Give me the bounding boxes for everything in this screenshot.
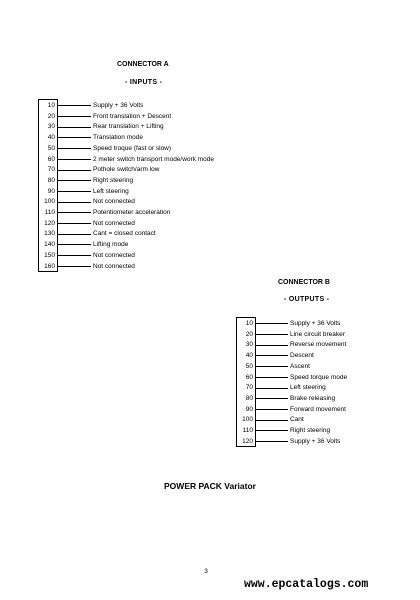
pin-signal-label: Potentiometer acceleration (93, 209, 171, 216)
pin-number: 130 (44, 230, 55, 238)
footer-website-link[interactable]: www.epcatalogs.com (244, 578, 369, 591)
pin-lead-line (57, 191, 91, 192)
pin-signal-label: Supply + 36 Volts (290, 320, 341, 327)
pin-signal-label: Left steering (93, 187, 129, 195)
pin-signal-label: Supply + 36 Volts (93, 102, 144, 109)
pin-lead-line (57, 234, 91, 235)
pin-signal-label: Right steering (93, 176, 134, 184)
pin-number: 50 (245, 362, 253, 370)
pin-lead-line (255, 334, 288, 335)
pin-signal-label: Not connected (93, 198, 135, 206)
pin-signal-label: Descent (290, 352, 314, 360)
pin-signal-label: Left steering (290, 384, 326, 392)
pin-number: 10 (245, 320, 253, 327)
pin-signal-label: Front translation + Descent (93, 112, 172, 120)
pin-lead-line (255, 441, 288, 442)
pin-signal-label: Ascent (290, 362, 310, 370)
page-number: 3 (204, 568, 208, 575)
document-title: POWER PACK Variator (164, 481, 256, 491)
pin-number: 50 (47, 144, 55, 152)
pin-lead-line (57, 105, 91, 106)
pin-number: 10 (47, 102, 55, 109)
pin-lead-line (57, 202, 91, 203)
pin-signal-label: Lifting mode (93, 241, 129, 249)
pin-lead-line (255, 398, 288, 399)
pin-signal-label: Speed torque mode (290, 373, 348, 381)
pin-number: 70 (47, 166, 55, 174)
pin-signal-label: Rear translation + Lifting (93, 123, 164, 131)
pin-number: 100 (242, 416, 253, 424)
pin-number: 120 (242, 437, 253, 445)
pin-lead-line (255, 355, 288, 356)
pin-signal-label: Cant = closed contact (93, 230, 156, 238)
pin-lead-line (57, 212, 91, 213)
pin-signal-label: Speed troque (fast or slow) (93, 144, 172, 152)
pin-number: 60 (47, 155, 55, 163)
pin-number: 80 (245, 394, 253, 402)
pin-signal-label: Cant (290, 416, 304, 424)
pin-signal-label: Line circuit breaker (290, 330, 345, 338)
pin-number: 140 (44, 241, 55, 249)
pin-number: 100 (44, 198, 55, 206)
pin-lead-line (57, 127, 91, 128)
pin-lead-line (255, 420, 288, 421)
pin-signal-label: Not connected (93, 251, 135, 259)
pin-number: 90 (245, 405, 253, 413)
pin-signal-label: Translation mode (93, 134, 143, 142)
pin-lead-line (255, 430, 288, 431)
pin-signal-label: Not connected (93, 262, 135, 270)
pin-number: 30 (47, 123, 55, 131)
pin-signal-label: Supply + 36 Volts (290, 437, 341, 445)
pin-lead-line (255, 323, 288, 324)
pin-number: 110 (242, 427, 253, 434)
pin-number: 40 (47, 134, 55, 142)
pin-signal-label: Forward movement (290, 405, 346, 413)
pin-number: 20 (245, 330, 253, 338)
pin-lead-line (57, 137, 91, 138)
connector-a-subheading: - INPUTS - (125, 79, 163, 86)
pin-signal-label: 2 meter switch transport mode/work mode (93, 155, 215, 163)
pin-lead-line (57, 170, 91, 171)
pin-lead-line (255, 388, 288, 389)
pin-number: 40 (245, 352, 253, 360)
pin-signal-label: Not connected (93, 219, 135, 227)
pin-lead-line (57, 223, 91, 224)
pin-number: 160 (44, 262, 55, 270)
pin-number: 150 (44, 251, 55, 259)
pin-lead-line (57, 148, 91, 149)
pin-lead-line (255, 366, 288, 367)
pin-lead-line (57, 116, 91, 117)
pin-lead-line (57, 244, 91, 245)
pin-signal-label: Right steering (290, 427, 331, 434)
pin-lead-line (255, 345, 288, 346)
pin-number: 120 (44, 219, 55, 227)
pin-signal-label: Reverse movement (290, 341, 347, 349)
pin-signal-label: Pothole switch/arm low (93, 166, 160, 174)
pin-lead-line (255, 409, 288, 410)
pin-number: 70 (245, 384, 253, 392)
pin-number: 30 (245, 341, 253, 349)
pin-number: 90 (47, 187, 55, 195)
pin-lead-line (57, 180, 91, 181)
pin-number: 110 (44, 209, 55, 216)
pin-lead-line (57, 255, 91, 256)
pin-lead-line (57, 159, 91, 160)
pin-lead-line (57, 266, 91, 267)
pin-number: 60 (245, 373, 253, 381)
pin-number: 80 (47, 176, 55, 184)
pin-number: 20 (47, 112, 55, 120)
pin-lead-line (255, 377, 288, 378)
connector-b-heading: CONNECTOR B (278, 279, 330, 286)
connector-a-heading: CONNECTOR A (117, 61, 169, 68)
pin-signal-label: Brake releasing (290, 394, 336, 402)
connector-b-subheading: - OUTPUTS - (284, 296, 330, 303)
